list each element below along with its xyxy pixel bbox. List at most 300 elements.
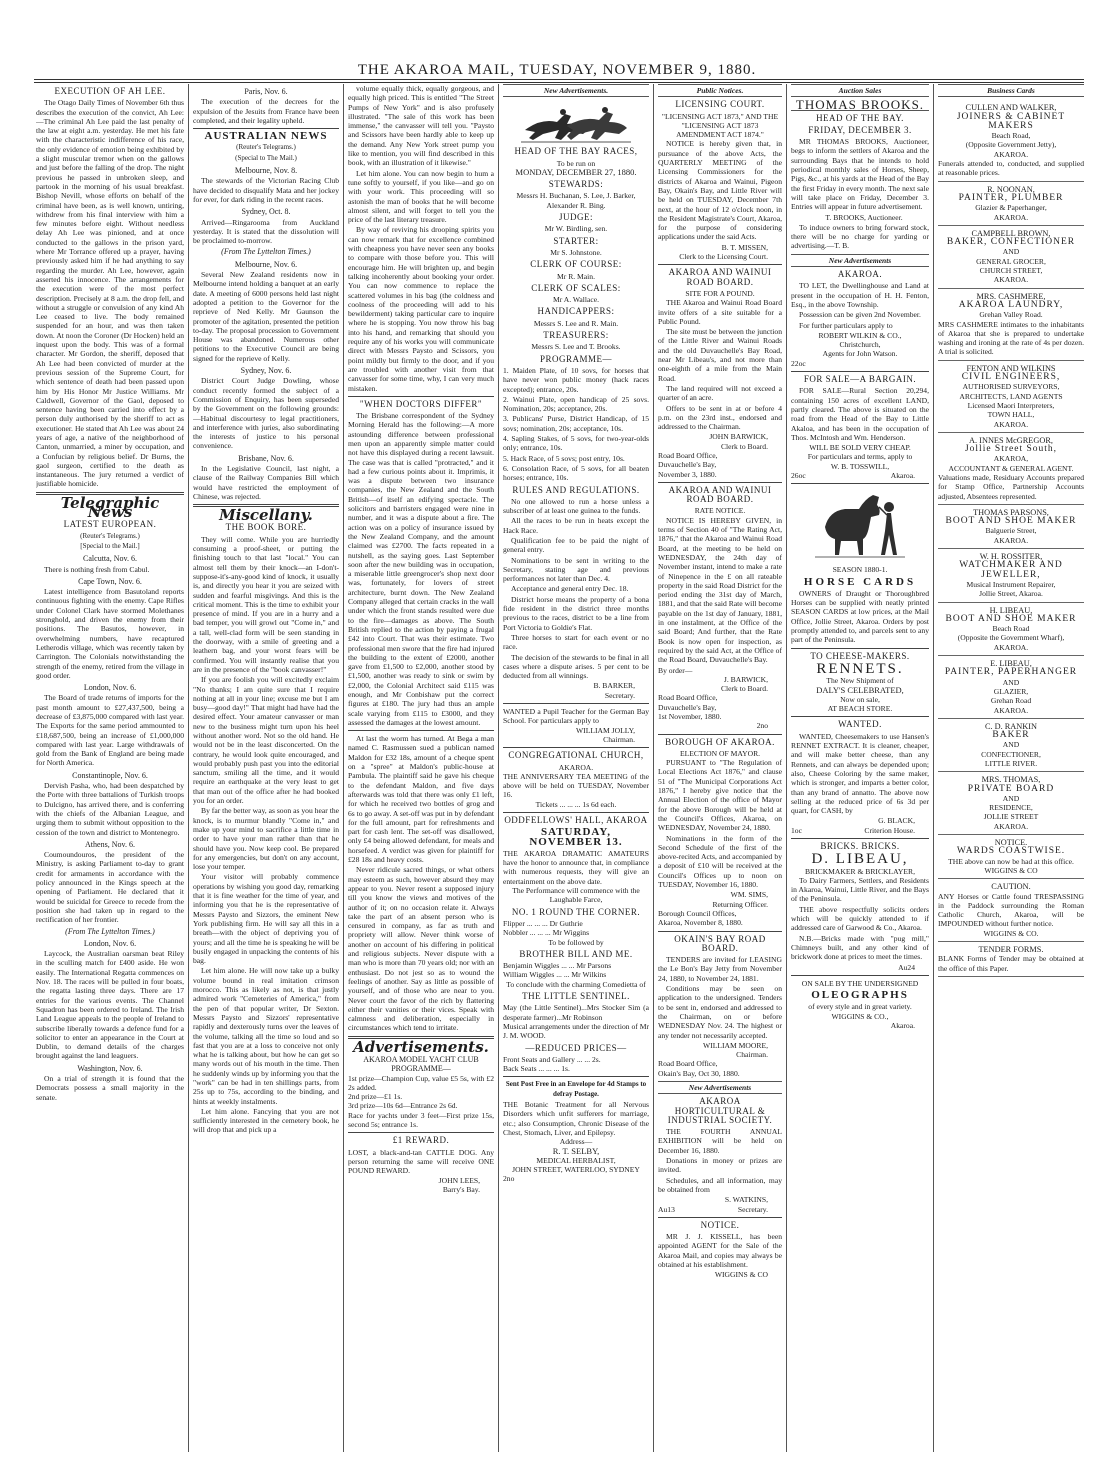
advertisements-heading: Advertisements. [353,1037,489,1056]
business-card-name: MRS. THOMAS, [981,775,1041,785]
business-card-line: AKAROA. [993,149,1029,159]
divider [503,703,649,704]
office-date: Okain's Bay, Oct 30, 1880. [658,1068,740,1078]
column-divider [343,84,344,1452]
officials-heading: CLERK OF SCALES: [531,282,621,293]
column-1 [36,84,184,1452]
signature: JOHN LEES, [438,1175,480,1185]
business-card-line: AKAROA. [993,705,1029,715]
office-date: 1st November, 1880. [658,712,722,721]
list-item: The decision of the stewards to be final in all cases where a dispute arises. 5 per cent to be deducted from all winnings. [503,652,649,681]
ad-text: Possession can be given 2nd November. [799,310,921,320]
execution-article: The Otago Daily Times of November 6th thus describes the execution of the convict, Ah Lee:—The criminal Ah Lee paid the last penalty of the law at eight a.m. yesterday. He met his fate with the characteristic indifference of his race, the only evidence of emotion being exhibited by a slight muscular tremor when on the gallows and just before the falling of the drop. The night previous he passed in unbroken sleep, and partook in the morning of his usual breakfast. Bishop Nevill, whose efforts on behalf of the criminal have been, as is well known, untiring, withdrew from his final interview with him a few minutes before eight. Without needless delay Ah Lee was pinioned, and at once conducted to the gallows in the prison yard, where Mr Torrance offered up a prayer, having previously asked him if he had anything to say regarding the murder. Ah Lee, however, again asserted his innocence. The arrangements for the execution were of the most perfect description. Precisely at 8 a.m. the drop fell, and without a struggle or convulsion of any kind Ah Lee ceased to live. The body remained suspended for an hour, and was then taken down. At noon the Coroner (Dr Hocken) held an inquest upon the body. This was of a formal character. Mr Gordon, the sheriff, deposed that Ah Lee had been convicted of murder at the previous session of the Supreme Court, for which sentence of death had been passed upon him by His Honor Mr Justice Williams. Mr Caldwell, Governor of the Gaol, deposed to sentence having been carried into effect by a person duly authorised by the sheriff to act as executioner. He stated that Ah Lee was about 24 years of age, a native of the neighborhood of Canton, unmarried, a miner by occupation, and a Confucian by religious belief. Dr Burns, the gaol surgeon, certified to the death as instantaneous. The jury returned a verdict of justifiable homicide. [36,98,184,489]
article-paragraph: The Brisbane correspondent of the Sydney Morning Herald has the following:—A more astounding difference between professional men upon an apparently simple matter could not have this displayed during a recent lawsuit. The case was that is called "protracted," and it had a few curious points about it. Imprimis, it was a dispute between two insurance companies, the New Zealand and the South British—of itself an edifying spectacle. The solicitors and barristers engaged were nine in number, and it was a dispute about a fire. The action was on a policy of insurance issued by the New Zealand Company, and the amount claimed was £2700. The facts repeated in a nutshell, as the saying goes. Last September soon after the new building was in occupation, a miserable little greengrocer's shop next door was, fortunately, for lovers of street architecture, burnt down. The New Zealand Company alleged that certain cracks in the wall under which the front stands resulted were due to the fire—damages as above. The South British replied to the action by paying a frugal £42 into Court. That was their estimate. Two professional men swore that the fire had injured the building to the extent of £2000, another gave from £1,500 to £2,000, another stood by £1,500, another was ready to sink or swim by £2,000, the Colonial Architect said £115 was enough, and Mr Conbishaw put the correct figures at £180. The jury had thus an ample scale varying from £115 to £3000, and they assessed the damages at the lowest amount. [348,411,494,727]
business-card-name: H. LIBEAU, [989,605,1033,615]
divider [658,931,782,932]
auction-text: To induce owners to bring forward stock, there will be no charge for yarding or advertising.—T. B. [791,222,929,251]
business-cards-list [938,100,1084,977]
signature-role: Secretary. [737,1204,768,1214]
season-label: SEASON 1880-1. [832,565,888,575]
business-card-name: A. INNES McGREGOR, [969,435,1053,445]
licensing-court-heading: LICENSING COURT. [675,99,765,110]
business-card-line: Balguerie Street, [985,526,1037,536]
agent-name: ROBERT WILKIN & CO., [818,330,902,340]
article-paragraph: Let him alone. He will now take up a bulky volume bound in real imitation crimson morocco. This as likely as not, is that justly admired work "Cemeteries of America," from the pen of that popular writer, Dr Sexton. Messrs Paysto and Sizzors' representative rapidly and dexterously turns over the leaves of the volume, talking all the time so loud and so fast that you are at a loss to conceive not only what he is talking about, but how he can get so many words out of his mouth in the time. Then he suddenly winds up by informing you that the "work" can be had in ten shillings parts, from 25s up to 75s, according to the binding, and hints at weekly instalments. [193,966,339,1106]
price-line: Back Seats ... ... ... 1s. [503,1064,570,1074]
ad-text: THE Botanic Treatment for all Nervous Disorders which unfit sufferers for marriage, etc.; also Consumption, Chronic Disease of the Chest, Stomach, Liver, and Epilepsy. [503,1100,649,1137]
masthead-rule [34,79,1084,80]
business-card-line: Musical Instrument Repairer, [966,579,1056,589]
business-card-line: AKAROA. [993,535,1029,545]
rennets-line: Now on sale, [840,694,880,704]
licensing-subheading: "LICENSING ACT 1873," AND THE "LICENSING ACT 1873 AMENDMENT ACT 1874." [661,111,779,140]
signature: S. WATKINS, [724,1195,768,1205]
business-card-line: AUTHORISED SURVEYORS, [962,382,1060,392]
article-paragraph: Never ridicule sacred things, or what others may esteem as such, however absurd they may appear to you. Never resent a supposed injury till you know the views and motives of the author of it; on no occasion relate it. Always take the part of an absent person who is censured in company, as far as truth and propriety will allow. Never think worse of another on account of his differing in political and religious subjects. Never dispute with a man who is more than 70 years old; nor with an enthusiast. Do not jest so as to wound the feelings of another. Say as little as possible of yourself, and of those who are near to you. Never court the favor of the rich by flattering either their vanities or their vices. Speak with calmness and deliberation, especially in circumstances which tend to irritate. [348,865,494,1033]
business-card-line: BAKER, CONFECTIONER [946,237,1076,248]
signature-role: Clerk to Board. [720,684,768,694]
officials-heading: JUDGE: [559,212,593,223]
divider [503,812,649,813]
selby-role: MEDICAL HERBALIST, [536,1155,616,1165]
list-item: 4. Sapling Stakes, of 5 sovs, for two-year-olds only; entrance, 10s. [503,434,649,453]
business-card-line: JOINERS & CABINET MAKERS [956,111,1066,131]
business-card-name: THOMAS PARSONS, [973,507,1049,517]
ad-text: To be followed by [548,937,604,947]
horticultural-heading: AKAROA HORTICULTURAL & INDUSTRIAL SOCIETY. [667,1096,773,1125]
auction-sign-off: T. BROOKS, Auctioneer. [825,212,903,222]
signature-place: Criterion House. [864,825,915,835]
business-card-line: AND [1002,247,1020,257]
cheese-makers-heading: TO CHEESE-MAKERS. [810,650,910,661]
business-card [938,182,1084,226]
business-card [938,505,1084,549]
news-item: In the Legislative Council, last night, a clause of the Railway Companies Bill which would have restricted the employment of Chinese, was rejected. [193,463,339,501]
notice-text: TENDERS are invited for LEASING the Le Bon's Bay Jetty from November 24, 1880, to November 24, 1881. [658,955,782,983]
ad-text: WANTED a Pupil Teacher for the German Bay School. For particulars apply to [503,707,649,726]
office-line: Road Board Office, [658,1059,718,1069]
rennets-line: The New Shipment of [826,676,894,686]
divider [791,838,929,839]
column-divider [933,84,934,1452]
notice-text: Conditions may be seen on application to the undersigned. Tenders to be sent in, endorsed and addressed to the Chairman, on or before WEDNESDAY Nov. 24. The highest or any tender not necessarily accepted. [658,984,782,1040]
officials-heading: TREASURERS: [543,330,609,341]
notice-text: PURSUANT to "The Regulation of Local Elections Act 1876," and clause 51 of "The Municipal Corporations Act 1876," I hereby give notice that the Annual Election of the office of Mayor for the above Borough will be held at the Council's Offices, Akaroa, on WEDNESDAY, November 24, 1880. [658,758,782,833]
news-item: Dervish Pasha, who, had been despatched by the Porte with three battalions of Turkish troops to Dulcigno, has arrived there, and is conferring with the chiefs of the Albanian League, and urging them to submit without opposition to the cession of the town and district to Montenegro. [36,781,184,837]
business-card-line: AND [1002,793,1020,803]
section-band: Auction Sales [791,84,929,97]
reward-ad [348,1136,494,1194]
divider [791,716,929,717]
business-card-line: PRIVATE BOARD [967,783,1055,794]
ad-text: The Performance will commence with the Laughable Farce, [512,886,640,905]
special-credit: (Special to The Mail.) [235,153,297,162]
news-item: On a trial of strength it is found that the Democrats possess a small majority in the senate. [36,1073,184,1102]
business-card [938,835,1084,879]
play-title: NO. 1 ROUND THE CORNER. [511,906,641,917]
business-card-name: MRS. CASHMERE, [976,291,1046,301]
business-card [938,656,1084,719]
divider [193,128,339,129]
list-item: 2. Wainui Plate, open handicap of 25 sovs. Nomination, 20s; acceptance, 20s. [503,394,649,414]
column-divider [188,84,189,1452]
business-card-line: Beach Road [992,624,1030,634]
dateline: Sydney, Nov. 6. [240,366,292,376]
business-card-line: ACCOUNTANT & GENERAL AGENT. [948,463,1074,473]
business-card-name: CAUTION. [991,882,1031,892]
programme-list [503,366,649,483]
rate-notice-subheading: RATE NOTICE. [694,506,746,516]
road-board-subheading: SITE FOR A POUND. [685,288,755,298]
business-card [938,942,1084,977]
business-card-line: Licensed Maori Interpreters, [967,400,1055,410]
article-paragraph: If you are foolish you will excitedly exclaim "No thanks; I am quite sure that I require nothing at all in your line; excuse me but I am busy—good day!" That might had have had the desired effect. Your amateur canvasser or man new to the business might turn upon his heel without another word. Not so the old hand. He would not be in the least disconcerted. On the contrary, he would look quite encouraged, and would probably push past you into the editorial sanctum, smiling all the time, and it would require an earthquake at the very least to get that man out of the office after he had booked you for an order. [193,675,339,806]
list-item: Qualification fee to be paid the night of general entry. [503,535,649,555]
business-card [938,289,1084,361]
column-divider [653,84,654,1452]
divider [658,264,782,265]
signature-role: Clerk to Board. [720,441,768,451]
prize-line: 2nd prize—£1 1s. [348,1092,403,1102]
entertainment-date: SATURDAY, NOVEMBER 13. [529,826,623,848]
business-card-line: GENERAL GROCER, [976,256,1046,266]
divider [658,482,782,483]
section-band: Business Cards [938,84,1084,97]
business-card-name: E. LIBEAU, [990,659,1032,669]
divider [348,396,494,397]
oleographs-heading: OLEOGRAPHS [811,989,909,1002]
horse-cards-heading: HORSE CARDS [803,575,917,588]
prize-line: 1st prize—Champion Cup, value £5 5s, with £2 2s added. [348,1073,494,1092]
ad-code: 26oc [791,470,806,480]
reward-heading: £1 REWARD. [392,1135,450,1146]
oleographs-line: of every style and in great variety. [808,1002,912,1012]
office-line: Duvauchelle's Bay, [658,460,717,470]
divider [658,734,782,735]
for-sale-heading: FOR SALE—A BARGAIN. [803,374,917,385]
libeau-name: D. LIBEAU, [811,851,909,868]
ad-text: OWNERS of Draught or Thoroughbred Horses can be supplied with neatly printed SEASON CARDS at low prices, at the Mail Office, Jollie Street, Akaroa. Orders by post promptly attended to, and parcels sent to any part of the Peninsula. [791,588,929,645]
business-card-line: BAKER [992,730,1030,741]
business-card [938,226,1084,289]
officials-names: Messrs H. Buchanan, S. Lee, J. Barker, Alexander R. Bing. [516,191,636,210]
special-credit: [Special to the Mail.] [80,541,140,550]
races-date: MONDAY, DECEMBER 27, 1880. [515,166,637,177]
news-item: District Court Judge Dowling, whose conduct recently formed the subject of a Commission of Enquiry, has been superseded by the Government on the following grounds:—Habitual discourtesy to legal practitioners, and interference with juries, also subordinating the interests of justice to his personal convenience. [193,376,339,451]
signature-role: Secretary. [604,690,635,700]
business-card-name: FENTON AND WILKINS [966,363,1056,373]
ad-code: Au24 [898,962,915,972]
borough-heading: BOROUGH OF AKAROA. [665,736,775,747]
ad-text: THE AKAROA DRAMATIC AMATEURS have the honor to announce that, in compliance with numerous requests, they will give an entertainment on the above date. [503,848,649,886]
cast-line: Nobbler ... ... ... Mr Wiggins [503,928,590,938]
dateline: Melbourne, Nov. 8. [234,166,298,176]
telegraphic-news-heading: Telegraphic News [60,493,160,522]
officials-heading: CLERK OF COURSE: [530,259,622,270]
business-card-line: LITTLE RIVER. [984,759,1038,768]
business-card-line: AND [1002,740,1020,750]
divider [658,1217,782,1218]
article-paragraph: By far the better way, as soon as you hear the knock, is to murmur blandly "Come in," and make up your mind to sacrifice a little time in order to have your man rather than that he should have you. Now keep cool. Be prepared for any emergencies, but don't on any account, lose your temper. [193,806,339,872]
prize-line: Race for yachts under 3 feet—First prize 15s, second 5s; entrance 1s. [348,1110,494,1130]
article-paragraph: They will come. While you are hurriedly consuming a proof-sheet, or putting the finishing touch to that last "local." You can almost tell them by their knock—an I-don't-suppose-it's-any-good kind of knock, it usually is, and directly you hear it you are seized with sudden and fearful misgivings. And this is the critical moment. This is the time to exhibit your presence of mind. If you are in a hurry and a bad temper, you will growl out "Come in," and a tall, well-clad form will be seen standing in the doorway, with a smile of greeting and a leathern bag, and your worst fears will be confirmed. You will instantly realise that you are in the presence of the "book canvasser!" [193,534,339,674]
business-card-line: Glazier & Paperhanger, [975,203,1047,213]
officials-names: Mr W. Birdling, sen. [544,224,608,234]
church-heading: CONGREGATIONAL CHURCH, [508,750,644,761]
races-subline: To be run on [556,158,596,168]
road-board-heading: AKAROA AND WAINUI ROAD BOARD. [668,267,772,287]
cast-line: Benjamin Wiggles ... ... Mr Parsons [503,961,612,971]
play-title: BROTHER BILL AND ME. [519,948,633,959]
business-card-name: NOTICE. [994,838,1028,848]
ad-code: Au13 [658,1204,675,1214]
list-item: Acceptance and general entry Dec. 18. [511,584,629,594]
ad-code: 1oc [791,825,802,835]
office-date: Akaroa, November 8, 1880. [658,918,743,928]
column-6 [791,84,929,1452]
list-item: District horse means the property of a bona fide resident in the district three months previous to the races, district to be a line from Port Victoria to Goldie's Flat. [503,594,649,632]
business-card-name: R. NOONAN, [987,184,1035,194]
business-card-line: AND [1002,677,1020,687]
officials-names: Mr S. Johnstone. [550,247,602,257]
prize-line: 3rd prize—10s 6d—Entrance 2s 6d. [348,1101,458,1111]
article-paragraph: Let him alone. You can now begin to hum a tune softly to yourself, if you like—and go on with your work. This proceeding will so astonish the man of books that he will become almost silent, and will forget to tell you the price of the last literary treasure. [348,168,494,225]
dateline: Melbourne, Nov. 6. [234,259,298,269]
sale-note: WILL BE SOLD VERY CHEAP. [809,443,911,453]
ad-text: To Dairy Farmers, Settlers, and Residents in Akaroa, Wainui, Little River, and the Bays of the Peninsula. [791,875,929,904]
business-card-line: Valuations made, Residuary Accounts prepared for Stamp Office, Partnership Accounts adjusted, Absentees represented. [938,472,1084,501]
business-card-line: CIVIL ENGINEERS, [961,372,1061,383]
reward-text: LOST, a black-and-tan CATTLE DOG. Any person returning the same will receive ONE POUND REWARD. [348,1147,494,1176]
libeau-trade: BRICKMAKER & BRICKLAYER, [804,866,916,876]
okains-bay-heading: OKAIN'S BAY ROAD BOARD. [674,933,766,953]
dateline: Sydney, Oct. 8. [241,207,291,217]
office-line: Borough Council Offices, [658,908,737,918]
signature: JOHN BARWICK, [709,432,768,442]
business-card [938,879,1084,942]
business-card [938,100,1084,181]
by-order: By order— [658,665,693,675]
signature-role: Clerk to the Licensing Court. [679,252,768,262]
dateline: Constantinople, Nov. 6. [72,770,148,780]
business-card-line: WATCHMAKER AND JEWELLER, [959,560,1063,580]
list-item: 3. Publicans' Purse, District Handicap, of 15 sovs; nomination, 20s; acceptance, 10s. [503,414,649,433]
notice-text: Nominations in the form of the Second Schedule of the first of the above-recited Acts, and accompanied by a deposit of £10 will be received at the Council's Offices up to noon on TUESDAY, November 16, 1880. [658,833,782,890]
execution-heading: EXECUTION OF AH LEE. [54,86,166,96]
business-card [938,433,1084,505]
pupil-teacher-ad [503,707,649,744]
business-card-line: (Opposite Government Jetty), [965,140,1057,150]
business-card [938,603,1084,656]
column-5 [658,84,782,1452]
business-card-line: THE above can now be had at this office. [948,856,1074,866]
business-card-line: CONFECTIONER, [981,749,1041,759]
business-card-name: W. H. ROSSITER, [979,552,1043,562]
signature: WILLIAM MOORE, [703,1040,768,1050]
signature-place: Akaroa. [890,1021,915,1031]
prices-heading: —REDUCED PRICES— [525,1042,627,1053]
article-paragraph: volume equally thick, equally gorgeous, and equally high priced. This is entitled "The Street Pumps of New York" and is also profusely illustrated. "The sale of this work has been immense," the canvasser will tell you. "Paysto and Scissors have been hardly able to keep up the demand. Any New York street pump you like to mention, you will find described in this book, with an illustration of it likewise." [348,84,494,168]
signature-row [791,826,915,835]
column-3 [348,84,494,1452]
business-card-line: GLAZIER, [993,686,1029,696]
book-bore-heading: THE BOOK BORE. [225,522,307,533]
sale-note: For particulars and terms, apply to [807,452,913,462]
business-card-line: AKAROA. [993,642,1029,652]
notice-text: THE Akaroa and Wainui Road Board invite offers of a site suitable for a Public Pound. [658,298,782,326]
signature: WIGGINS & CO., [831,1011,889,1021]
business-card [938,772,1084,835]
notice-text: Donations in money or prizes are invited. [658,1156,782,1175]
programme-heading: PROGRAMME— [539,353,612,364]
yacht-club-ad [348,1055,494,1129]
news-item: There is nothing fresh from Cabul. [44,564,150,574]
office-date: November 3, 1880. [658,469,717,479]
ad-text: FOR SALE—Rural Section 20,294, containing 150 acres of excellent LAND, partly cleared. The above is situated on the road from the Head of the Bay to Little Akaloa, and has been in the occupation of Thos. McIntosh and Wm. Henderson. [791,386,929,442]
business-card-line: TOWN HALL, [987,410,1035,420]
price-line: Front Seats and Gallery ... ... 2s. [503,1054,601,1064]
news-item: Several New Zealand residents now in Melbourne intend holding a banquet at an early date. A meeting of 6000 persons held last night adopted a petition to the Governor for the reprieve of Ned Kelly. Mr Gaunson the promoter of the agitation, presented the petition to-day. The proposal procession to Government House was abandoned. Numerous other petitions to the Executive Council are being signed for the reprieve of Kelly. [193,270,339,363]
notice-text: NOTICE is hereby given that, in pursuance of the above Acts, the QUARTERLY MEETING of the Licensing Commissioners for the districts of Akaroa and Wainui, Pigeon Bay, Okain's Bay, and Little River will be held on TUESDAY, December 7th next, at the hour of 12 o'clock noon, in the Resident Magistrate's Court, Akaroa, for the purpose of considering applications under the said Acts. [658,139,782,242]
business-card [938,719,1084,772]
races-heading: HEAD OF THE BAY RACES, [514,146,638,157]
ad-text: N.B.—Bricks made with "pug mill," Chimneys built, and any other kind of brickwork done at prices to meet the times. [791,933,929,962]
business-card-line: AKAROA LAUNDRY, [958,299,1064,310]
dateline: Brisbane, Nov. 6. [238,453,294,463]
doctors-differ-heading: "WHEN DOCTORS DIFFER" [359,398,483,409]
ad-code: 2no [503,1174,515,1184]
selby-heading: Sent Post Free in an Envelope for 4d Stamps to defray Postage. [505,1080,647,1098]
signature-row [658,1205,768,1214]
business-card-line: BLANK Forms of Tender may be obtained at the office of this Paper. [938,954,1084,973]
agent-role: Agents for John Watson. [822,349,898,359]
section-band: New Advertisements. [503,84,649,97]
bricks-heading: BRICKS. BRICKS. [820,841,900,851]
masthead-rule-lower [34,82,1084,83]
officials-heading: STEWARDS: [548,179,604,190]
miscellany-heading: Miscellany. [219,506,313,525]
article-paragraph: Your visitor will probably commence operations by wishing you good day, remarking that it is fine weather for the time of year, and informing you that he is the representative of Messrs Paysto and Sizzors, the eminent New York publishing firm. He will say all this in a breath—with the object of depriving you of yours; and all the time he is speaking he will be busily engaged in unpacking the contents of his bag. [193,872,339,966]
notice-text: Offers to be sent in at or before 4 p.m. on the 23rd inst., endorsed and addressed to the Chairman. [658,403,782,432]
news-item: Latest intelligence from Basutoland reports continuous fighting with the enemy. Cape Rifles under Colonel Clark have stormed Molethanes stronghold, and driven the enemy from their positions. The Basutos, however, in overwhelming numbers, have recaptured Letherodis village, which was recently taken by Carrington. The Colonials notwithstanding the strength of the enemy, retired from the village in good order. [36,587,184,680]
agent-place: Akaroa. [890,470,915,480]
business-card-line: ANY Horses or Cattle found TRESPASSING in the Paddock surrounding the Roman Catholic Church, Akaroa, will be IMPOUNDED without further notice. [938,891,1084,929]
business-card-line: AKAROA. [993,419,1029,429]
business-card-line: Grehan Valley Road. [979,310,1043,320]
ad-text: To conclude with the charming Comedietta of [506,979,646,989]
dateline: Washington, Nov. 6. [77,1063,143,1073]
divider [791,371,929,372]
divider [791,483,929,484]
selby-name: R. T. SELBY, [552,1145,600,1156]
divider [791,975,929,976]
business-card-line: BOOT AND SHOE MAKER [945,613,1077,624]
play-title: THE LITTLE SENTINEL. [522,991,630,1002]
signature: WILLIAM JOLLY, [576,725,635,735]
auction-location: HEAD OF THE BAY. [816,112,904,123]
business-card-line: MRS CASHMERE intimates to the inhabitants of Akaroa that she is prepared to undertake washing and ironing at the rate of 4s per dozen. A trial is solicited. [938,319,1084,357]
column-7 [938,84,1084,1452]
latest-european-heading: LATEST EUROPEAN. [63,519,157,530]
dateline: London, Nov. 6. [83,683,137,693]
notice-text: Schedules, and all information, may be obtained from [658,1175,782,1194]
business-card-name: CAMPBELL BROWN, [971,228,1051,238]
business-card-line: Jollie Street South, [964,444,1058,455]
reuters-credit: (Reuter's Telegrams.) [236,143,296,152]
article-paragraph: At last the worm has turned. At Bega a man named C. Rasmussen sued a publican named Maldon for £32 18s, amount of a cheque spent on a "spree" at Maldon's public-house at Pambula. The plaintiff said he gave his cheque to the defendant Maldon, and five days afterwards was told that there was only £1 left, for which he received two bottles of grog and 6s to go away. A set-off was put in by defendant for the full amount, part for refreshments and part for cash lent. The set-off was disallowed, only £4 being allowed defendant, for meals and horsefeed. A verdict was given for plaintiff for £28 18s and heavy costs. [348,734,494,865]
ad-text: THE ANNIVERSARY TEA MEETING of the above will be held on TUESDAY, November 16. [503,771,649,800]
signature-role: Chairman. [736,1050,768,1060]
column-4 [503,84,649,1452]
news-item: The execution of the decrees for the expulsion of the Jesuits from France have been completed, and their legality upheld. [193,97,339,125]
list-item: Nominations to be sent in writing to the Secretary, stating age and previous performances not later than Dec. 4. [503,555,649,584]
signature: WIGGINS & CO [714,1270,768,1280]
business-card-name: CULLEN AND WALKER, [965,103,1057,113]
business-card-line: Grehan Road [990,696,1032,706]
business-card-line: Jollie Street, Akaroa. [979,589,1043,599]
business-card-name: C. D. RANKIN [984,721,1038,731]
article-paragraph: Let him alone. Fancying that you are not sufficiently interested in the cemetery book, he will drop that and pick up a [193,1106,339,1135]
cast-line: William Wiggles ... ... Mr Wilkins [503,970,607,980]
dateline: Athens, Nov. 6. [85,839,135,849]
officials-heading: HANDICAPPERS: [537,306,615,317]
column-2 [193,84,339,1452]
signature: J. BARWICK, [723,674,768,684]
officials-heading: STARTER: [553,235,599,246]
business-card-line: AKAROA. [993,212,1029,222]
signature: B. BARKER, [593,681,635,691]
auctioneer-name: THOMAS BROOKS. [791,100,929,110]
business-card-line: BOOT AND SHOE MAKER [945,516,1077,527]
office-line: Duvauchelle's Bay, [658,702,717,712]
notice-text: NOTICE IS HEREBY GIVEN, in terms of Section 40 of "The Rating Act, 1876," that the Akaroa and Wainui Road Board, at the meeting to be held on WEDNESDAY, the 24th day of November instant, intend to make a rate of Ninepence in the £ on all rateable property in the said Road District for the period ending the 31st day of March, 1881, and that the said Rate will become payable on the 1st day of January, 1881, in one instalment, at the Office of the said Board; And further, that the Rate Book is now open for inspection, as required by the said Act, at the Office of the Road Board, Duvauchelle's Bay. [658,515,782,665]
tickets-line: Tickets ... ... ... 1s 6d each. [535,799,617,809]
section-band: New Advertisements [658,1081,782,1094]
road-board-heading: AKAROA AND WAINUI ROAD BOARD. [668,484,772,505]
ad-text: THE above respectfully solicits orders which will be quickly attended to if addressed care of Garwood & Co., Akaroa. [791,904,929,933]
auction-text: MR THOMAS BROOKS, Auctioneer, begs to inform the settlers of Akaroa and the surrounding Bays that he intends to hold periodical monthly sales of Horses, Sheep, Pigs, &c., at his yards at the Head of the Bay the first Friday in every month. The next sale will take place on Friday, December 3. Entries will appear in future advertisement. [791,137,929,212]
business-card-line: CHURCH STREET, [979,266,1043,276]
business-card-line: JOLLIE STREET [983,812,1039,822]
signature-role: Chairman. [603,734,635,744]
signature-row [791,471,915,480]
reuters-credit: (Reuter's Telegrams.) [80,531,140,540]
ad-text: TO LET, the Dwellinghouse and Land at present in the occupation of H. H. Fenton, Esq., in the above Township. [791,281,929,309]
business-card-line: WARDS COASTWISE. [956,846,1066,857]
election-subheading: ELECTION OF MAYOR. [679,748,761,758]
business-card-line: AKAROA. [993,275,1029,285]
list-item: All the races to be run in heats except the Hack Race. [503,516,649,535]
officials-names: Mr R. Main. [557,271,595,281]
rules-heading: RULES AND REGULATIONS. [512,484,640,495]
office-line: Road Board Office, [658,693,718,703]
officials-names: Messrs S. Lee and T. Brooks. [531,342,621,352]
news-item: Coumoundouros, the president of the Ministry, is asking Parliament to-day to grant credit for armaments in accordance with the policy announced in the Kings speech at the opening of Parliament. He declared that it would be suicidal for Greece to recede from the position she had taken up in regard to the rectification of her frontier. [36,850,184,925]
notice-text: THE FOURTH ANNUAL EXHIBITION will be held on December 16, 1880. [658,1127,782,1155]
list-item: Three horses to start for each event or no race. [503,632,649,652]
to-let-heading: AKAROA. [837,269,883,280]
business-card-line: Funerals attended to, conducted, and supplied at reasonable prices. [938,159,1084,178]
masthead: THE AKAROA MAIL, TUESDAY, NOVEMBER 9, 1880. [357,62,757,78]
section-band: New Advertisements [791,254,929,267]
business-card-line: WIGGINS & CO [984,865,1038,875]
divider [791,648,929,649]
officials-names: Mr A. Wallace. [552,295,600,305]
cast-line: May (the Little Sentinel)...Mrs Stocker Sim (a desperate farmer)...Mr Robinson [503,1003,649,1022]
divider [348,1132,494,1133]
section-band: Public Notices. [658,84,782,97]
notice-text: The site must be between the junction of the Little River and Wainui Roads and the old Duvauchelle's Bay Road, near Mr Libeau's, and not more than one-eighth of a mile from the Main Road. [658,327,782,383]
